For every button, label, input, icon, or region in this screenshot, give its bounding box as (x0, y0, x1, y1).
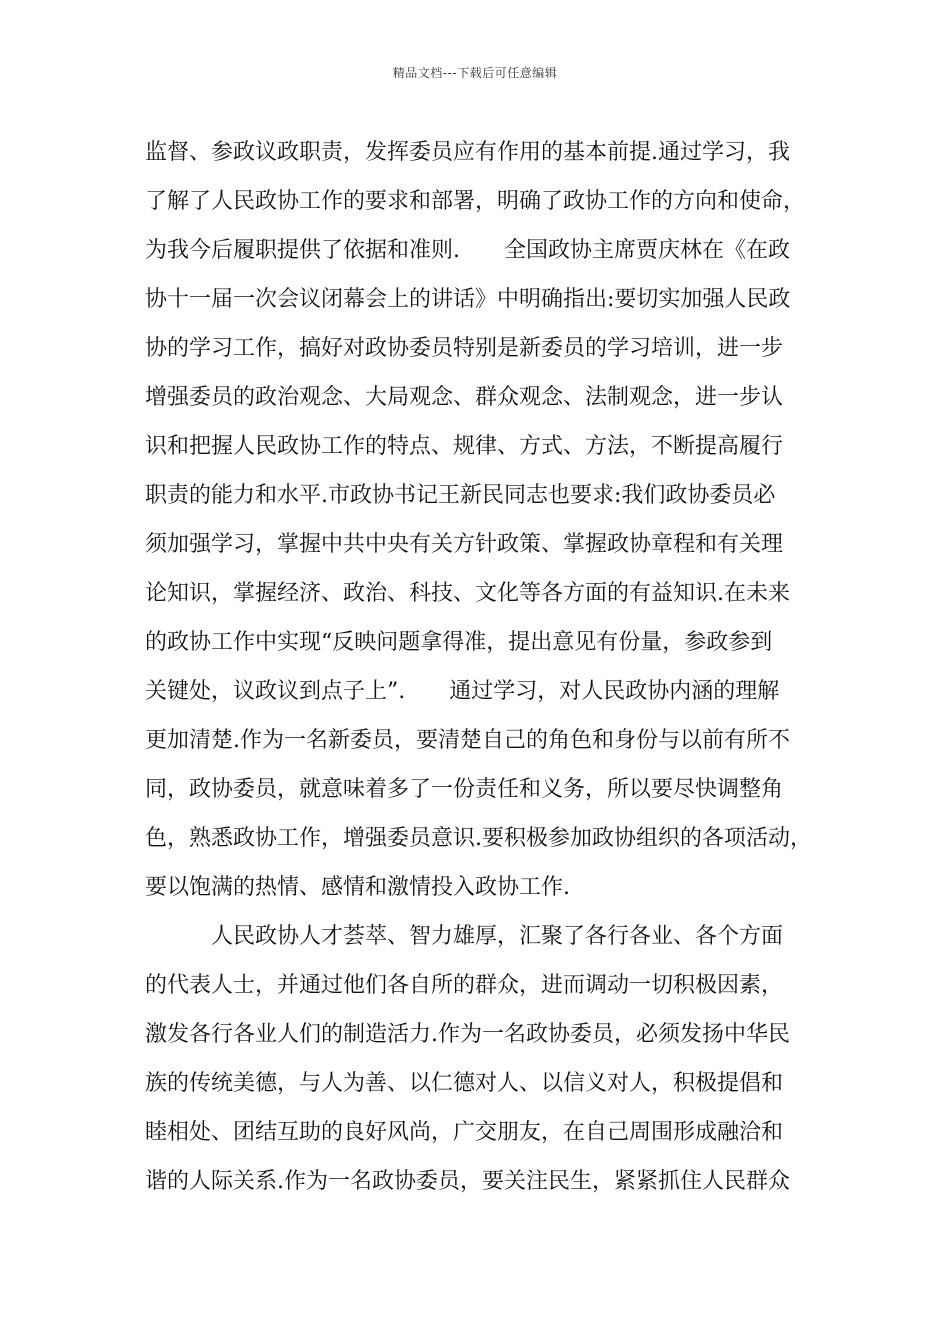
text-line: 同，政协委员，就意味着多了一份责任和义务，所以要尽快调整角 (145, 777, 784, 802)
text-line: 增强委员的政治观念、大局观念、群众观念、法制观念，进一步认 (145, 385, 784, 410)
text-line: 要以饱满的热情、感情和激情投入政协工作. (145, 875, 570, 900)
text-line: 识和把握人民政协工作的特点、规律、方式、方法，不断提高履行 (145, 434, 784, 459)
text-line: 协的学习工作，搞好对政协委员特别是新委员的学习培训，进一步 (145, 336, 784, 361)
body-text (145, 128, 835, 1206)
page-header: 精品文档---下载后可任意编辑 (392, 66, 558, 80)
text-line: 关键处，议政议到点子上”. 通过学习，对人民政协内涵的理解 (145, 679, 780, 704)
text-line: 激发各行各业人们的制造活力.作为一名政协委员，必须发扬中华民 (145, 1022, 790, 1047)
text-line: 更加清楚.作为一名新委员，要清楚自己的角色和身份与以前有所不 (145, 728, 790, 753)
text-line: 人民政协人才荟萃、智力雄厚，汇聚了各行各业、各个方面 (145, 924, 784, 949)
text-line: 了解了人民政协工作的要求和部署，明确了政协工作的方向和使命， (145, 189, 806, 214)
text-line: 的代表人士，并通过他们各自所的群众，进而调动一切积极因素， (145, 973, 784, 998)
text-line: 监督、参政议政职责，发挥委员应有作用的基本前提.通过学习，我 (145, 140, 790, 165)
text-line: 职责的能力和水平.市政协书记王新民同志也要求:我们政协委员必 (145, 483, 776, 508)
text-line: 色，熟悉政协工作，增强委员意识.要积极参加政协组织的各项活动， (145, 826, 812, 851)
text-line: 为我今后履职提供了依据和准则. 全国政协主席贾庆林在《在政 (145, 238, 790, 263)
text-line: 谐的人际关系.作为一名政协委员，要关注民生，紧紧抓住人民群众 (145, 1169, 790, 1194)
text-line: 须加强学习，掌握中共中央有关方针政策、掌握政协章程和有关理 (145, 532, 784, 557)
text-line: 协十一届一次会议闭幕会上的讲话》中明确指出:要切实加强人民政 (145, 287, 791, 312)
text-line: 族的传统美德，与人为善、以仁德对人、以信义对人，积极提倡和 (145, 1071, 784, 1096)
text-line: 睦相处、团结互助的良好风尚，广交朋友，在自己周围形成融洽和 (145, 1120, 784, 1145)
text-line: 的政协工作中实现“反映问题拿得准，提出意见有份量，参政参到 (145, 630, 773, 655)
text-line: 论知识，掌握经济、政治、科技、文化等各方面的有益知识.在未来 (145, 581, 790, 606)
